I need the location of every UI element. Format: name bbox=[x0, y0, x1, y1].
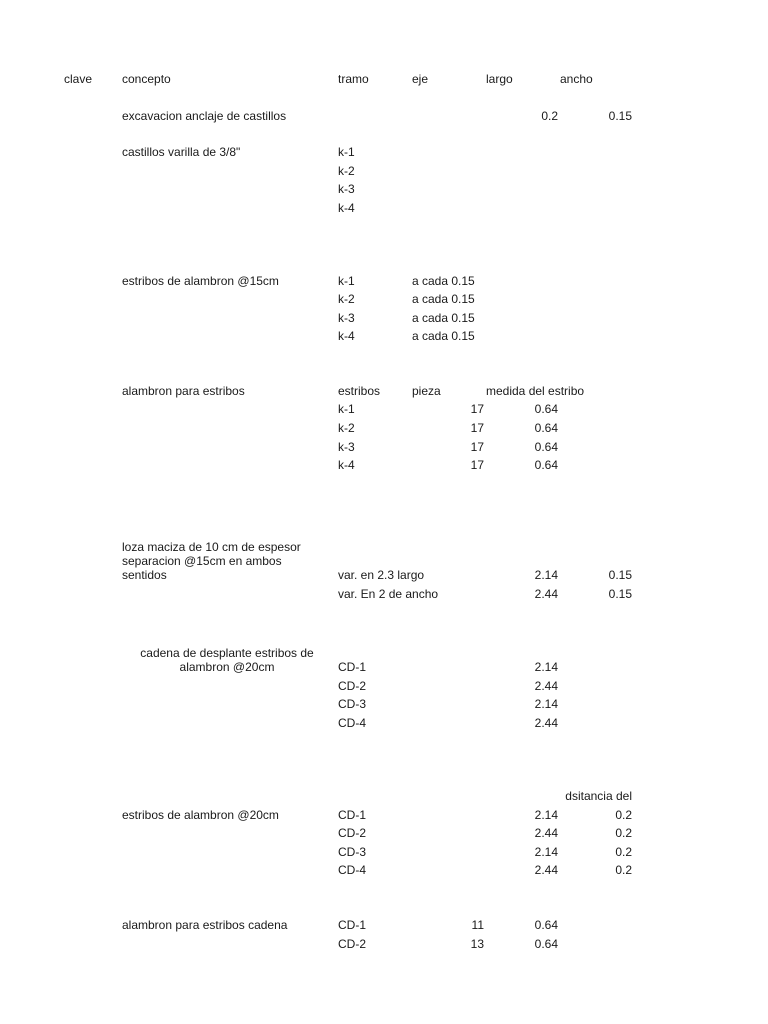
loza-tramo-1: var. en 2.3 largo bbox=[338, 568, 425, 582]
estribos15-eje-4: a cada 0.15 bbox=[412, 329, 475, 343]
excavacion-ancho: 0.15 bbox=[608, 109, 632, 123]
alambron-pieza-1: 17 bbox=[470, 402, 484, 416]
castillos-tramo-1: k-1 bbox=[338, 145, 355, 159]
castillos-tramo-2: k-2 bbox=[338, 164, 355, 178]
cadena-largo-3: 2.14 bbox=[534, 697, 558, 711]
alambron-cadena-pieza-1: 11 bbox=[471, 918, 484, 932]
castillos-tramo-3: k-3 bbox=[338, 182, 355, 196]
loza-concepto-line2: separacion @15cm en ambos bbox=[122, 554, 282, 568]
loza-ancho-2: 0.15 bbox=[608, 587, 632, 601]
estribos20-tramo-3: CD-3 bbox=[338, 845, 367, 859]
alambron-col-medida: medida del estribo bbox=[486, 384, 585, 398]
loza-largo-1: 2.14 bbox=[534, 568, 558, 582]
estribos20-tramo-2: CD-2 bbox=[338, 826, 367, 840]
cadena-tramo-2: CD-2 bbox=[338, 679, 367, 693]
estribos20-tramo-4: CD-4 bbox=[338, 863, 367, 877]
estribos15-tramo-1: k-1 bbox=[338, 274, 355, 288]
estribos20-distancia-4: 0.2 bbox=[615, 863, 632, 877]
header-largo: largo bbox=[486, 72, 513, 86]
header-clave: clave bbox=[64, 72, 93, 86]
alambron-medida-1: 0.64 bbox=[534, 402, 558, 416]
cadena-largo-2: 2.44 bbox=[534, 679, 558, 693]
alambron-col-estribos: estribos bbox=[338, 384, 381, 398]
header-ancho: ancho bbox=[560, 72, 593, 86]
excavacion-largo: 0.2 bbox=[541, 109, 558, 123]
loza-concepto-line1: loza maciza de 10 cm de espesor bbox=[122, 540, 301, 554]
alambron-tramo-4: k-4 bbox=[338, 458, 355, 472]
estribos20-largo-1: 2.14 bbox=[534, 808, 558, 822]
loza-concepto-line3: sentidos bbox=[122, 568, 167, 582]
cadena-largo-4: 2.44 bbox=[534, 716, 558, 730]
header-concepto: concepto bbox=[122, 72, 171, 86]
alambron-pieza-3: 17 bbox=[470, 440, 484, 454]
alambron-pieza-4: 17 bbox=[470, 458, 484, 472]
loza-largo-2: 2.44 bbox=[534, 587, 558, 601]
estribos20-largo-4: 2.44 bbox=[534, 863, 558, 877]
excavacion-concepto: excavacion anclaje de castillos bbox=[122, 109, 287, 123]
cadena-tramo-1: CD-1 bbox=[338, 660, 367, 674]
cadena-largo-1: 2.14 bbox=[534, 660, 558, 674]
alambron-tramo-1: k-1 bbox=[338, 402, 355, 416]
estribos15-eje-1: a cada 0.15 bbox=[412, 274, 475, 288]
alambron-medida-3: 0.64 bbox=[534, 440, 558, 454]
estribos20-col-distancia: dsitancia del bbox=[565, 789, 632, 803]
alambron-medida-2: 0.64 bbox=[534, 421, 558, 435]
header-tramo: tramo bbox=[338, 72, 369, 86]
cadena-concepto-line2: alambron @20cm bbox=[179, 660, 275, 674]
estribos15-tramo-4: k-4 bbox=[338, 329, 355, 343]
alambron-tramo-3: k-3 bbox=[338, 440, 355, 454]
header-eje: eje bbox=[412, 72, 429, 86]
loza-ancho-1: 0.15 bbox=[608, 568, 632, 582]
alambron-cadena-tramo-1: CD-1 bbox=[338, 918, 367, 932]
estribos20-tramo-1: CD-1 bbox=[338, 808, 367, 822]
estribos20-largo-3: 2.14 bbox=[534, 845, 558, 859]
castillos-tramo-4: k-4 bbox=[338, 201, 355, 215]
alambron-cadena-medida-2: 0.64 bbox=[534, 937, 558, 951]
alambron-medida-4: 0.64 bbox=[534, 458, 558, 472]
estribos15-tramo-3: k-3 bbox=[338, 311, 355, 325]
estribos15-eje-3: a cada 0.15 bbox=[412, 311, 475, 325]
alambron-pieza-2: 17 bbox=[470, 421, 484, 435]
alambron-estribos-concepto: alambron para estribos bbox=[122, 384, 245, 398]
alambron-cadena-tramo-2: CD-2 bbox=[338, 937, 367, 951]
alambron-cadena-pieza-2: 13 bbox=[470, 937, 484, 951]
alambron-tramo-2: k-2 bbox=[338, 421, 355, 435]
estribos20-distancia-3: 0.2 bbox=[615, 845, 632, 859]
estribos15-concepto: estribos de alambron @15cm bbox=[122, 274, 279, 288]
alambron-cadena-medida-1: 0.64 bbox=[534, 918, 558, 932]
loza-tramo-2: var. En 2 de ancho bbox=[338, 587, 439, 601]
alambron-cadena-concepto: alambron para estribos cadena bbox=[122, 918, 288, 932]
cadena-tramo-3: CD-3 bbox=[338, 697, 367, 711]
estribos20-distancia-2: 0.2 bbox=[615, 826, 632, 840]
estribos20-concepto: estribos de alambron @20cm bbox=[122, 808, 279, 822]
estribos15-tramo-2: k-2 bbox=[338, 292, 355, 306]
cadena-concepto-line1: cadena de desplante estribos de bbox=[140, 646, 314, 660]
estribos20-largo-2: 2.44 bbox=[534, 826, 558, 840]
alambron-col-pieza: pieza bbox=[412, 384, 441, 398]
cadena-tramo-4: CD-4 bbox=[338, 716, 367, 730]
castillos-concepto: castillos varilla de 3/8" bbox=[122, 145, 241, 159]
estribos15-eje-2: a cada 0.15 bbox=[412, 292, 475, 306]
estribos20-distancia-1: 0.2 bbox=[615, 808, 632, 822]
